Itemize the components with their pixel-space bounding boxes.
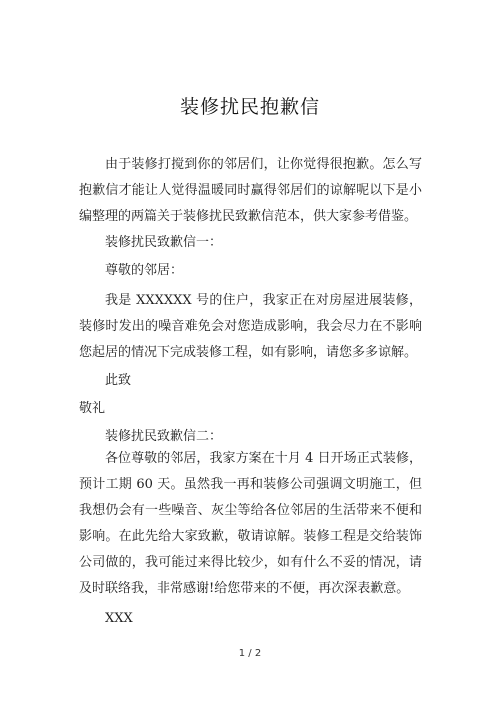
document-title: 装修扰民抱歉信 — [179, 96, 320, 118]
letter1-salutation: 尊敬的邻居： — [105, 263, 184, 278]
letter1-heading: 装修扰民致歉信一： — [105, 235, 223, 250]
letter1-closing-zhici: 此致 — [105, 373, 132, 388]
letter1-body: 我是 XXXXXX 号的住户，我家正在对房屋进展装修，装修时发出的噪音难免会对您造成影响，我会尽力在不影响您起居的情况下完成装修工程，如有影响，请您多多谅解。 — [79, 293, 422, 360]
intro-paragraph: 由于装修打搅到你的邻居们，让你觉得很抱歉。怎么写抱歉信才能让人觉得温暖同时赢得邻居们的谅解呢以下是小编整理的两篇关于装修扰民致歉信范本，供大家参考借鉴。 — [79, 157, 422, 224]
letter2-body: 各位尊敬的邻居，我家方案在十月 4 日开场正式装修，预计工期 60 天。虽然我一再和装修公司强调文明施工，但我想仍会有一些噪音、灰尘等给各位邻居的生活带来不便和影响。在此先给大家致歉，敬请谅解。装修工程是交给装饰公司做的，我可能过来得比较少，如有什么不妥的情况，请及时联络我，非常感谢!给您带来的不便，再次深表歉意。 — [79, 451, 422, 596]
letter2-signature: XXX — [105, 611, 133, 626]
letter2-heading: 装修扰民致歉信二： — [105, 429, 223, 444]
page-indicator: 1 / 2 — [238, 648, 262, 659]
letter1-closing-jingli: 敬礼 — [79, 401, 106, 416]
